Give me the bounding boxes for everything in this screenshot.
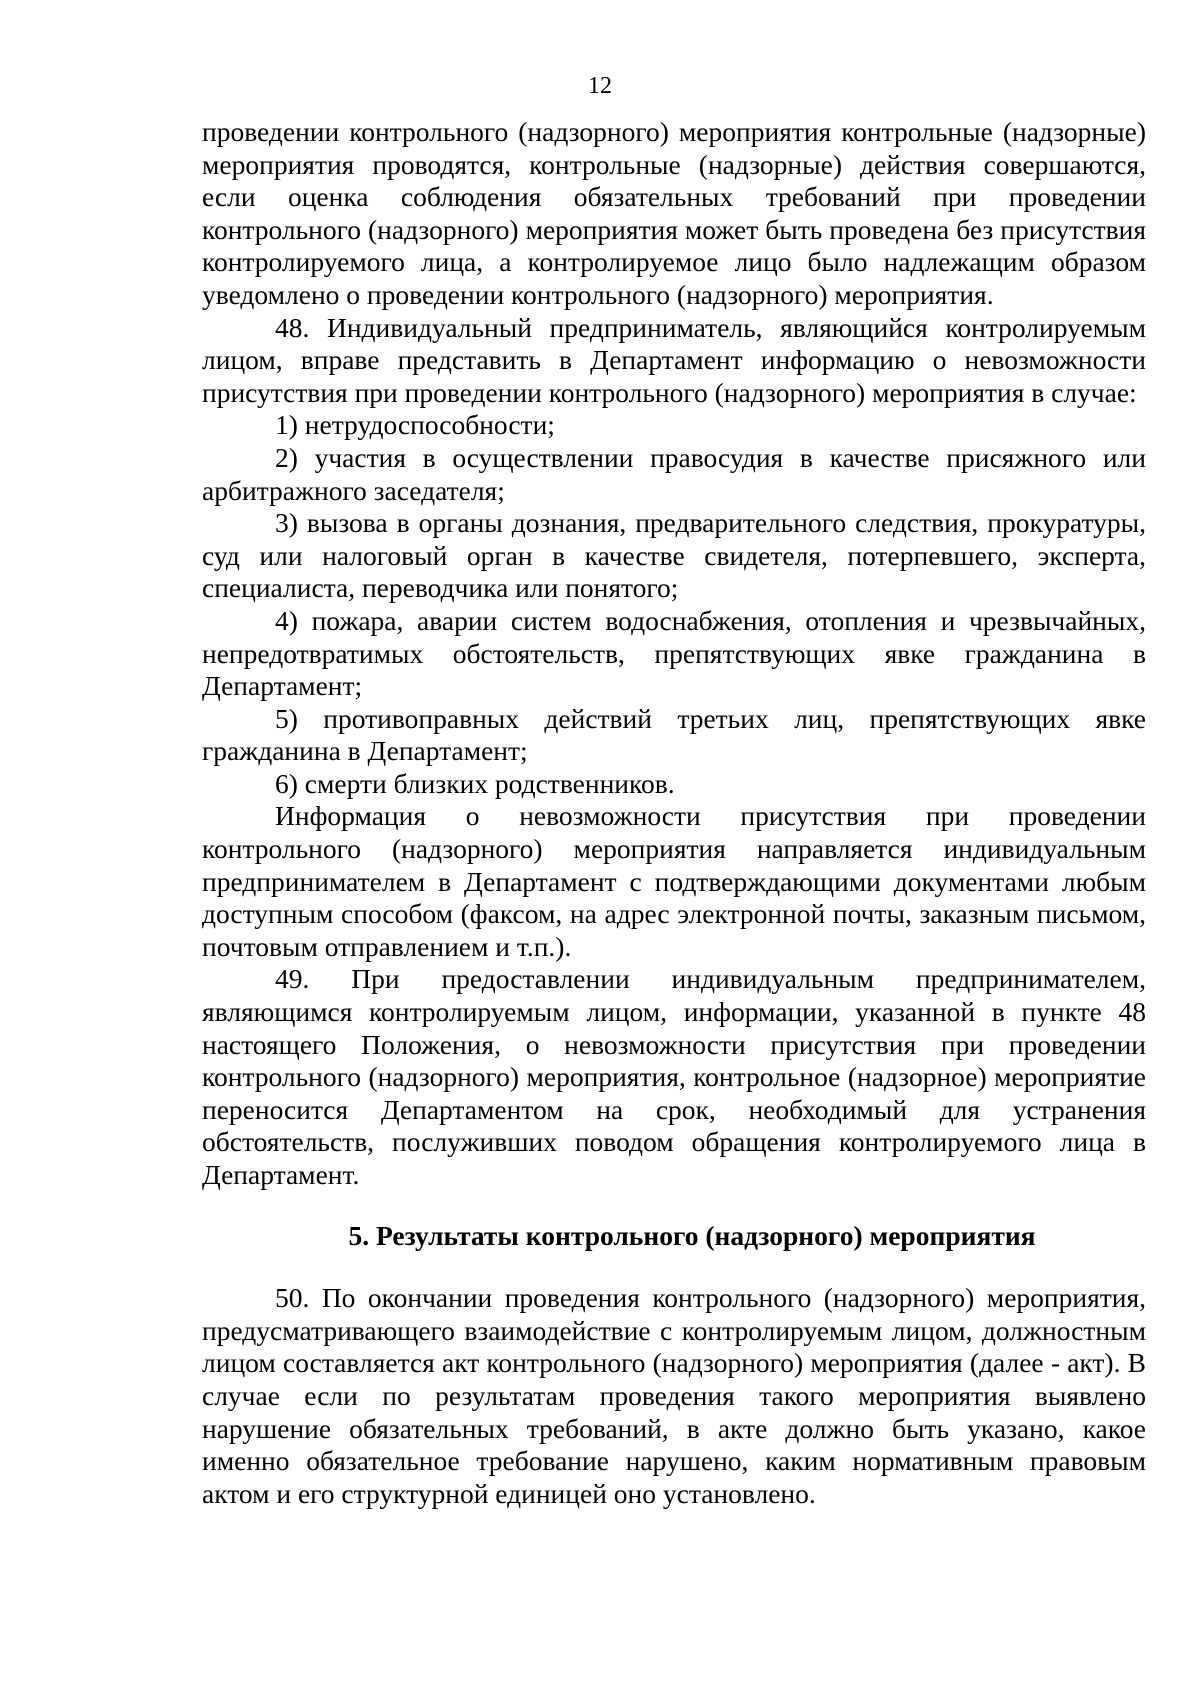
list-item-2: 2) участия в осуществлении правосудия в качестве присяжного или арбитражного заседателя; xyxy=(202,441,1146,506)
list-item-4: 4) пожара, аварии систем водоснабжения, отопления и чрезвычайных, непредотвратимых обстоятельств, препятствующих явке гражданина в Департамент; xyxy=(202,604,1146,702)
paragraphs-before xyxy=(202,116,1146,1192)
list-item-6: 6) смерти близких родственников. xyxy=(275,767,675,799)
paragraph-item-50: 50. По окончании проведения контрольного (надзорного) мероприятия, предусматривающего взаимодействие с контролируемым лицом, должностным лицом составляется акт контрольного (надзорного) мероприятия (далее - акт). В случае если по результатам проведения такого мероприятия выявлено нарушение обязательных требований, в акте должно быть указано, какое именно обязательное требование нарушено, каким нормативным правовым актом и его структурной единицей оно установлено. xyxy=(202,1282,1146,1509)
page-number: 12 xyxy=(588,73,612,99)
paragraph-item-49: 49. При предоставлении индивидуальным предпринимателем, являющимся контролируемым лицом, информации, указанной в пункте 48 настоящего Положения, о невозможности присутствия при проведении контрольного (надзорного) мероприятия, контрольное (надзорное) мероприятие переносится Департаментом на срок, необходимый для устранения обстоятельств, послуживших поводом обращения контролируемого лица в Департамент. xyxy=(202,963,1146,1190)
list-item-3: 3) вызова в органы дознания, предварительного следствия, прокуратуры, суд или налоговый орган в качестве свидетеля, потерпевшего, эксперта, специалиста, переводчика или понятого; xyxy=(202,507,1146,604)
paragraphs-after xyxy=(202,1282,1146,1510)
list-item-5: 5) противоправных действий третьих лиц, препятствующих явке гражданина в Департамент; xyxy=(202,702,1146,767)
list-item-1: 1) нетрудоспособности; xyxy=(275,409,555,441)
paragraph-item-48: 48. Индивидуальный предприниматель, являющийся контролируемым лицом, вправе представить в Департамент информацию о невозможности присутствия при проведении контрольного (надзорного) мероприятия в случае: xyxy=(202,311,1146,408)
document-body xyxy=(202,116,1146,1510)
paragraph-information: Информация о невозможности присутствия при проведении контрольного (надзорного) мероприятия направляется индивидуальным предпринимателем в Департамент с подтверждающими документами любым доступным способом (факсом, на адрес электронной почты, заказным письмом, почтовым отправлением и т.п.). xyxy=(202,800,1146,962)
paragraph-continuation: проведении контрольного (надзорного) мероприятия контрольные (надзорные) мероприятия проводятся, контрольные (надзорные) действия совершаются, если оценка соблюдения обязательных требований при проведении контрольного (надзорного) мероприятия может быть проведена без присутствия контролируемого лица, а контролируемое лицо было надлежащим образом уведомлено о проведении контрольного (надзорного) мероприятия. xyxy=(202,116,1146,310)
section-heading: 5. Результаты контрольного (надзорного) мероприятия xyxy=(348,1219,1036,1251)
